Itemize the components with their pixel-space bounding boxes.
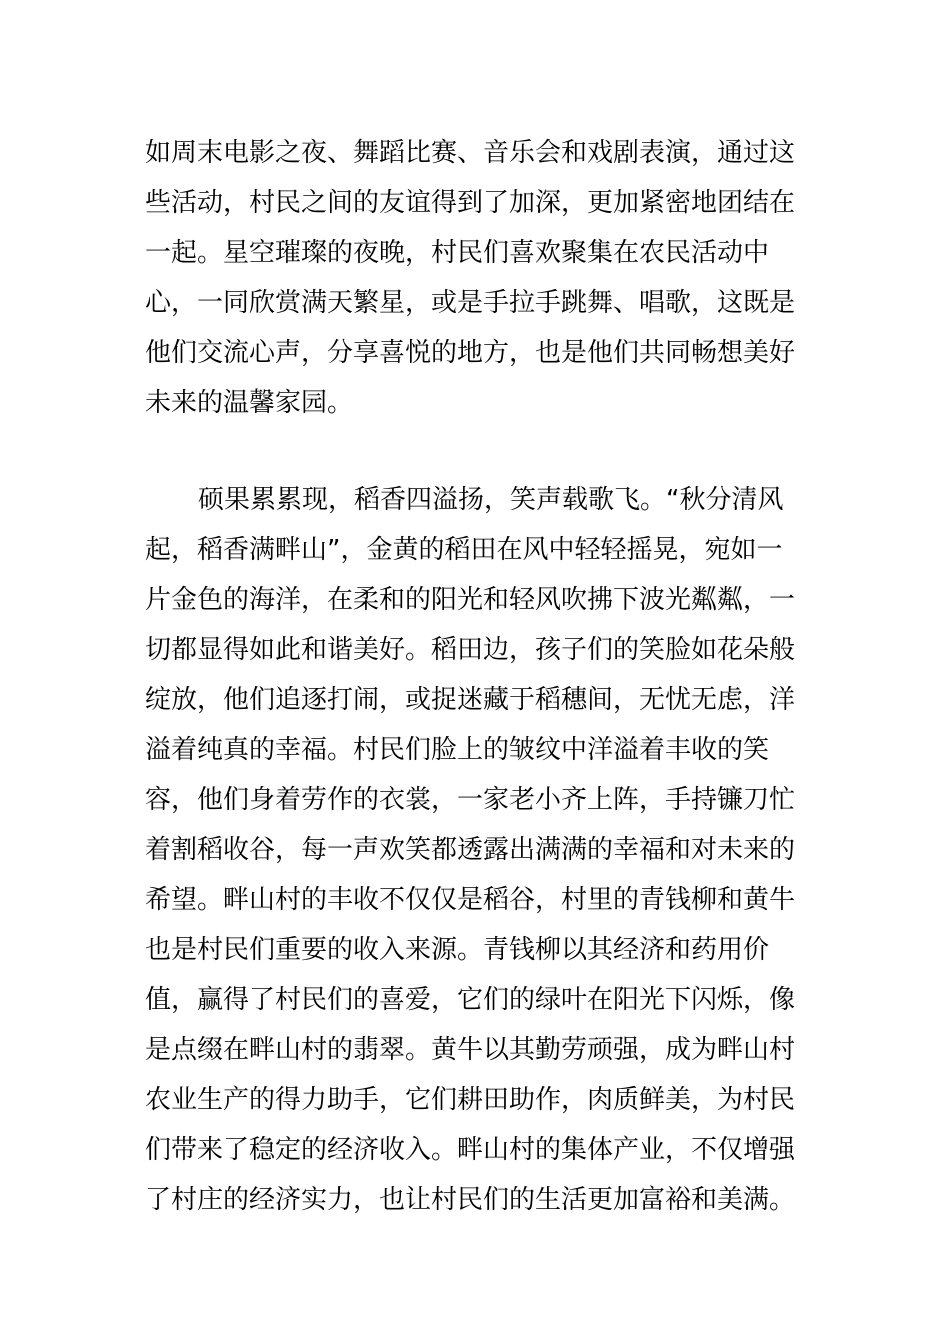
text-line: 未来的温馨家园。 bbox=[145, 388, 354, 418]
text-line: 绽放，他们追逐打闹，或捉迷藏于稻穗间，无忧无虑，洋 bbox=[145, 685, 796, 715]
text-line: 片金色的海洋，在柔和的阳光和轻风吹拂下波光粼粼，一 bbox=[145, 585, 796, 615]
text-line: 他们交流心声，分享喜悦的地方，也是他们共同畅想美好 bbox=[145, 338, 796, 368]
text-line: 溢着纯真的幸福。村民们脸上的皱纹中洋溢着丰收的笑 bbox=[145, 735, 770, 765]
text-line: 也是村民们重要的收入来源。青钱柳以其经济和药用价 bbox=[145, 935, 770, 965]
text-line: 值，赢得了村民们的喜爱，它们的绿叶在阳光下闪烁，像 bbox=[145, 985, 796, 1015]
paragraph-2 bbox=[145, 475, 810, 1225]
text-line: 起，稻香满畔山”，金黄的稻田在风中轻轻摇晃，宛如一 bbox=[145, 535, 783, 565]
paragraph-1 bbox=[145, 128, 810, 428]
text-line: 了村庄的经济实力，也让村民们的生活更加富裕和美满。 bbox=[145, 1185, 796, 1215]
text-line: 容，他们身着劳作的衣裳，一家老小齐上阵，手持镰刀忙 bbox=[145, 785, 796, 815]
text-line: 心，一同欣赏满天繁星，或是手拉手跳舞、唱歌，这既是 bbox=[145, 288, 796, 318]
text-line: 一起。星空璀璨的夜晚，村民们喜欢聚集在农民活动中 bbox=[145, 238, 770, 268]
text-line: 着割稻收谷，每一声欢笑都透露出满满的幸福和对未来的 bbox=[145, 835, 796, 865]
text-line: 些活动，村民之间的友谊得到了加深，更加紧密地团结在 bbox=[145, 188, 796, 218]
text-line: 们带来了稳定的经济收入。畔山村的集体产业，不仅增强 bbox=[145, 1135, 796, 1165]
text-line: 如周末电影之夜、舞蹈比赛、音乐会和戏剧表演，通过这 bbox=[145, 138, 796, 168]
text-line: 硕果累累现，稻香四溢扬，笑声载歌飞。“秋分清风 bbox=[198, 485, 784, 515]
text-line: 希望。畔山村的丰收不仅仅是稻谷，村里的青钱柳和黄牛 bbox=[145, 885, 796, 915]
text-line: 是点缀在畔山村的翡翠。黄牛以其勤劳顽强，成为畔山村 bbox=[145, 1035, 796, 1065]
text-line: 切都显得如此和谐美好。稻田边，孩子们的笑脸如花朵般 bbox=[145, 635, 796, 665]
text-line: 农业生产的得力助手，它们耕田助作，肉质鲜美，为村民 bbox=[145, 1085, 796, 1115]
